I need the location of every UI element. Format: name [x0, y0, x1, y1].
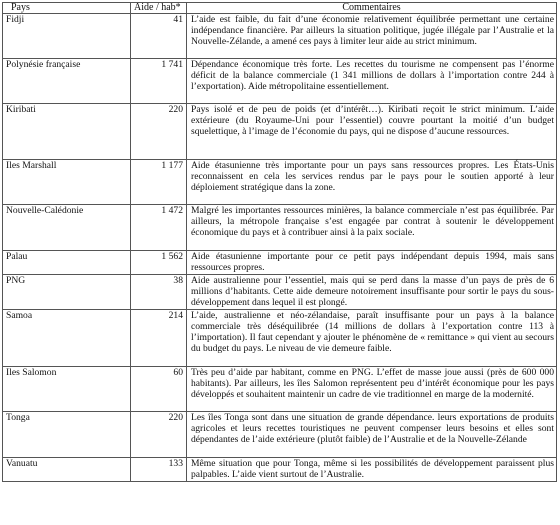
table-row: [3, 14, 557, 59]
table-row: [3, 104, 557, 160]
aid-cell: 41: [131, 14, 187, 59]
comment-cell: L’aide, australienne et néo-zélandaise, paraît insuffisante pour un pays à la balance commerciale très déséquilibrée (14 millions de dollars à l’exportation contre 113 à l’importation). Il faut cependant y ajouter le phénomène de « remittance » qui vient au secours du budget du pays. Le niveau de vie demeure faible.: [187, 310, 557, 367]
header-aid-per-capita: Aide / hab*: [131, 3, 187, 14]
aid-per-capita-table: [2, 2, 557, 482]
country-cell: Tonga: [3, 412, 131, 458]
aid-cell: 220: [131, 412, 187, 458]
aid-cell: 214: [131, 310, 187, 367]
table-row: [3, 160, 557, 205]
aid-cell: 220: [131, 104, 187, 160]
table-header-row: [3, 3, 557, 14]
comment-cell: Pays isolé et de peu de poids (et d’intérêt…). Kiribati reçoit le strict minimum. L’aide extérieure (du Royaume-Uni pour l’essentiel) couvre pourtant la moitié d’un budget squelettique, à l’image de l’économie du pays, qui ne dispose d’aucune ressources.: [187, 104, 557, 160]
aid-cell: 133: [131, 458, 187, 482]
table-row: [3, 367, 557, 412]
comment-cell: Aide australienne pour l’essentiel, mais qui se perd dans la masse d’un pays de près de 6 millions d’habitants. Cette aide demeure notoirement insuffisante pour sortir le pays du sous-développement dans lequel il est plongé.: [187, 275, 557, 310]
table-body: [3, 14, 557, 482]
aid-cell: 60: [131, 367, 187, 412]
country-cell: Palau: [3, 251, 131, 275]
header-country: Pays: [3, 3, 131, 14]
comment-cell: Dépendance économique très forte. Les recettes du tourisme ne compensent pas l’énorme déficit de la balance commerciale (1 341 millions de dollars à l’importation contre 244 à l’exportation). Aide métropolitaine essentiellement.: [187, 59, 557, 104]
country-cell: Nouvelle-Calédonie: [3, 205, 131, 251]
comment-cell: Malgré les importantes ressources minières, la balance commerciale n’est pas équilibrée. Par ailleurs, la métropole française s’est engagée par contrat à soutenir le développement économique du pays et à contribuer ainsi à la paix sociale.: [187, 205, 557, 251]
comment-cell: Même situation que pour Tonga, même si les possibilités de développement paraissent plus palpables. L’aide vient surtout de l’Australie.: [187, 458, 557, 482]
aid-cell: 1 741: [131, 59, 187, 104]
country-cell: Iles Salomon: [3, 367, 131, 412]
aid-cell: 38: [131, 275, 187, 310]
country-cell: Fidji: [3, 14, 131, 59]
comment-cell: Les îles Tonga sont dans une situation de grande dépendance. leurs exportations de produits agricoles et leurs recettes touristiques ne peuvent compenser leurs besoins et elles sont dépendantes de l’aide extérieure (plutôt faible) de l’Australie et de la Nouvelle-Zélande: [187, 412, 557, 458]
table-row: [3, 275, 557, 310]
aid-cell: 1 472: [131, 205, 187, 251]
country-cell: Iles Marshall: [3, 160, 131, 205]
comment-cell: Très peu d’aide par habitant, comme en PNG. L’effet de masse joue aussi (près de 600 000 habitants). Par ailleurs, les îles Salomon représentent peu d’intérêt économique pour les pays développés et souhaitent maintenir un cadre de vie traditionnel en marge de la modernité.: [187, 367, 557, 412]
country-cell: Samoa: [3, 310, 131, 367]
table-row: [3, 251, 557, 275]
comment-cell: L’aide est faible, du fait d’une économie relativement équilibrée permettant une certaine indépendance financière. Par ailleurs la situation politique, jugée illégale par l’Australie et la Nouvelle-Zélande, a amené ces pays à limiter leur aide au strict minimum.: [187, 14, 557, 59]
table-row: [3, 59, 557, 104]
table-row: [3, 412, 557, 458]
country-cell: Kiribati: [3, 104, 131, 160]
country-cell: Vanuatu: [3, 458, 131, 482]
aid-cell: 1 562: [131, 251, 187, 275]
country-cell: Polynésie française: [3, 59, 131, 104]
table-row: [3, 310, 557, 367]
comment-cell: Aide étasunienne importante pour ce petit pays indépendant depuis 1994, mais sans ressources propres.: [187, 251, 557, 275]
table-row: [3, 458, 557, 482]
country-cell: PNG: [3, 275, 131, 310]
header-comments: Commentaires: [187, 3, 557, 14]
table-row: [3, 205, 557, 251]
aid-cell: 1 177: [131, 160, 187, 205]
comment-cell: Aide étasunienne très importante pour un pays sans ressources propres. Les États-Unis reconnaissent en cela les services rendus par le pays pour le soutien apporté à leur déploiement stratégique dans la zone.: [187, 160, 557, 205]
aid-table-page: [2, 2, 556, 482]
